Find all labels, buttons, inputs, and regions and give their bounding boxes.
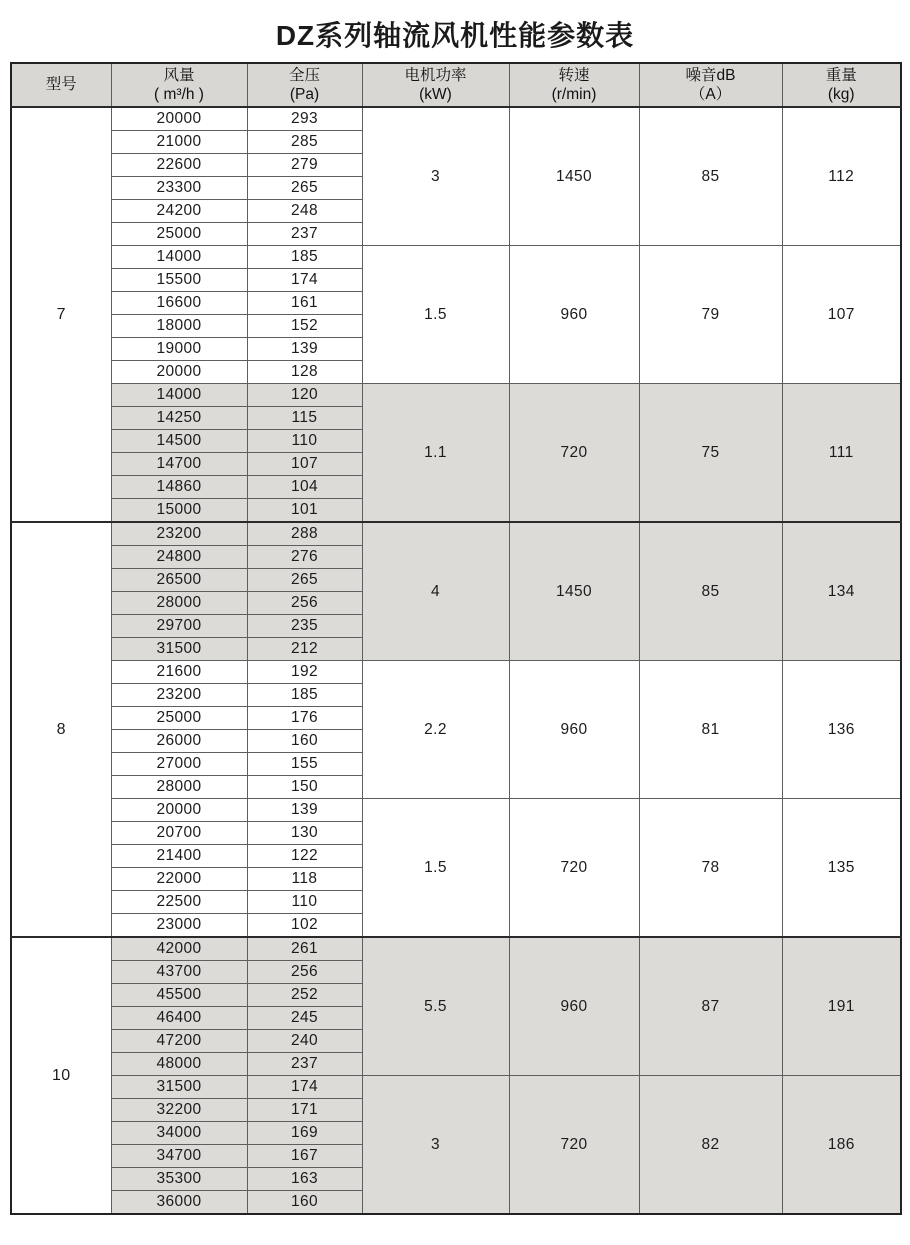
pressure-cell: 176 <box>247 707 362 730</box>
pressure-cell: 237 <box>247 1053 362 1076</box>
pressure-cell: 139 <box>247 338 362 361</box>
speed-cell: 1450 <box>509 107 639 246</box>
airflow-cell: 18000 <box>111 315 247 338</box>
airflow-cell: 20000 <box>111 799 247 822</box>
airflow-cell: 27000 <box>111 753 247 776</box>
table-body <box>11 107 901 1214</box>
airflow-cell: 21600 <box>111 661 247 684</box>
pressure-cell: 185 <box>247 246 362 269</box>
col-header-speed-unit: (r/min) <box>551 86 597 103</box>
pressure-cell: 185 <box>247 684 362 707</box>
noise-cell: 75 <box>639 384 782 523</box>
pressure-cell: 115 <box>247 407 362 430</box>
col-header-power-unit: (kW) <box>419 86 452 103</box>
noise-cell: 78 <box>639 799 782 938</box>
airflow-cell: 28000 <box>111 776 247 799</box>
weight-cell: 191 <box>782 937 901 1076</box>
airflow-cell: 48000 <box>111 1053 247 1076</box>
pressure-cell: 122 <box>247 845 362 868</box>
pressure-cell: 252 <box>247 984 362 1007</box>
pressure-cell: 240 <box>247 1030 362 1053</box>
model-cell: 7 <box>11 107 111 522</box>
airflow-cell: 22500 <box>111 891 247 914</box>
airflow-cell: 34000 <box>111 1122 247 1145</box>
airflow-cell: 26000 <box>111 730 247 753</box>
airflow-cell: 20700 <box>111 822 247 845</box>
pressure-cell: 163 <box>247 1168 362 1191</box>
pressure-cell: 101 <box>247 499 362 523</box>
col-header-airflow-unit: ( m³/h ) <box>154 86 204 103</box>
fan-spec-table <box>10 62 902 1215</box>
weight-cell: 186 <box>782 1076 901 1215</box>
airflow-cell: 24800 <box>111 546 247 569</box>
pressure-cell: 245 <box>247 1007 362 1030</box>
pressure-cell: 155 <box>247 753 362 776</box>
airflow-cell: 43700 <box>111 961 247 984</box>
pressure-cell: 171 <box>247 1099 362 1122</box>
speed-cell: 720 <box>509 1076 639 1215</box>
airflow-cell: 24200 <box>111 200 247 223</box>
model-cell: 8 <box>11 522 111 937</box>
col-header-model-label: 型号 <box>45 76 77 94</box>
table-row <box>11 799 901 822</box>
col-header-pressure-label: 全压 <box>288 66 320 84</box>
power-cell: 1.5 <box>362 799 509 938</box>
airflow-cell: 14000 <box>111 246 247 269</box>
pressure-cell: 237 <box>247 223 362 246</box>
airflow-cell: 46400 <box>111 1007 247 1030</box>
airflow-cell: 14500 <box>111 430 247 453</box>
header-row <box>11 63 901 107</box>
pressure-cell: 150 <box>247 776 362 799</box>
weight-cell: 134 <box>782 522 901 661</box>
airflow-cell: 16600 <box>111 292 247 315</box>
table-row <box>11 384 901 407</box>
airflow-cell: 23200 <box>111 684 247 707</box>
pressure-cell: 285 <box>247 131 362 154</box>
pressure-cell: 265 <box>247 177 362 200</box>
airflow-cell: 28000 <box>111 592 247 615</box>
airflow-cell: 31500 <box>111 638 247 661</box>
pressure-cell: 130 <box>247 822 362 845</box>
col-header-speed <box>509 63 639 107</box>
pressure-cell: 265 <box>247 569 362 592</box>
pressure-cell: 152 <box>247 315 362 338</box>
pressure-cell: 288 <box>247 522 362 546</box>
pressure-cell: 248 <box>247 200 362 223</box>
power-cell: 3 <box>362 107 509 246</box>
airflow-cell: 26500 <box>111 569 247 592</box>
airflow-cell: 15000 <box>111 499 247 523</box>
power-cell: 2.2 <box>362 661 509 799</box>
power-cell: 1.1 <box>362 384 509 523</box>
pressure-cell: 107 <box>247 453 362 476</box>
table-row <box>11 246 901 269</box>
noise-cell: 85 <box>639 107 782 246</box>
airflow-cell: 14860 <box>111 476 247 499</box>
airflow-cell: 23000 <box>111 914 247 938</box>
pressure-cell: 102 <box>247 914 362 938</box>
airflow-cell: 31500 <box>111 1076 247 1099</box>
weight-cell: 107 <box>782 246 901 384</box>
table-header <box>11 63 901 107</box>
power-cell: 3 <box>362 1076 509 1215</box>
airflow-cell: 22600 <box>111 154 247 177</box>
table-row <box>11 1076 901 1099</box>
pressure-cell: 169 <box>247 1122 362 1145</box>
speed-cell: 960 <box>509 661 639 799</box>
pressure-cell: 118 <box>247 868 362 891</box>
col-header-weight <box>782 63 901 107</box>
speed-cell: 960 <box>509 937 639 1076</box>
airflow-cell: 15500 <box>111 269 247 292</box>
col-header-weight-label: 重量 <box>825 66 857 84</box>
pressure-cell: 139 <box>247 799 362 822</box>
airflow-cell: 22000 <box>111 868 247 891</box>
airflow-cell: 20000 <box>111 361 247 384</box>
speed-cell: 720 <box>509 799 639 938</box>
pressure-cell: 235 <box>247 615 362 638</box>
table-row <box>11 937 901 961</box>
noise-cell: 85 <box>639 522 782 661</box>
airflow-cell: 29700 <box>111 615 247 638</box>
pressure-cell: 174 <box>247 1076 362 1099</box>
pressure-cell: 110 <box>247 430 362 453</box>
pressure-cell: 104 <box>247 476 362 499</box>
noise-cell: 82 <box>639 1076 782 1215</box>
col-header-airflow <box>111 63 247 107</box>
airflow-cell: 23300 <box>111 177 247 200</box>
col-header-noise-unit: （A） <box>689 86 732 103</box>
power-cell: 1.5 <box>362 246 509 384</box>
weight-cell: 135 <box>782 799 901 938</box>
col-header-power-label: 电机功率 <box>404 66 467 84</box>
airflow-cell: 21400 <box>111 845 247 868</box>
airflow-cell: 34700 <box>111 1145 247 1168</box>
speed-cell: 1450 <box>509 522 639 661</box>
noise-cell: 87 <box>639 937 782 1076</box>
weight-cell: 136 <box>782 661 901 799</box>
page-title: DZ系列轴流风机性能参数表 <box>275 20 635 51</box>
table-row <box>11 522 901 546</box>
speed-cell: 720 <box>509 384 639 523</box>
pressure-cell: 161 <box>247 292 362 315</box>
pressure-cell: 256 <box>247 961 362 984</box>
airflow-cell: 25000 <box>111 707 247 730</box>
pressure-cell: 192 <box>247 661 362 684</box>
airflow-cell: 23200 <box>111 522 247 546</box>
pressure-cell: 120 <box>247 384 362 407</box>
pressure-cell: 261 <box>247 937 362 961</box>
col-header-speed-label: 转速 <box>558 66 590 84</box>
noise-cell: 79 <box>639 246 782 384</box>
col-header-airflow-label: 风量 <box>163 66 195 84</box>
pressure-cell: 128 <box>247 361 362 384</box>
airflow-cell: 19000 <box>111 338 247 361</box>
weight-cell: 112 <box>782 107 901 246</box>
pressure-cell: 212 <box>247 638 362 661</box>
table-row <box>11 107 901 131</box>
speed-cell: 960 <box>509 246 639 384</box>
airflow-cell: 14700 <box>111 453 247 476</box>
pressure-cell: 174 <box>247 269 362 292</box>
airflow-cell: 32200 <box>111 1099 247 1122</box>
airflow-cell: 14250 <box>111 407 247 430</box>
col-header-pressure <box>247 63 362 107</box>
pressure-cell: 167 <box>247 1145 362 1168</box>
weight-cell: 111 <box>782 384 901 523</box>
airflow-cell: 25000 <box>111 223 247 246</box>
pressure-cell: 160 <box>247 730 362 753</box>
airflow-cell: 47200 <box>111 1030 247 1053</box>
airflow-cell: 36000 <box>111 1191 247 1215</box>
col-header-noise <box>639 63 782 107</box>
airflow-cell: 21000 <box>111 131 247 154</box>
pressure-cell: 279 <box>247 154 362 177</box>
pressure-cell: 256 <box>247 592 362 615</box>
pressure-cell: 293 <box>247 107 362 131</box>
pressure-cell: 160 <box>247 1191 362 1215</box>
airflow-cell: 35300 <box>111 1168 247 1191</box>
col-header-noise-label: 噪音dB <box>685 66 736 84</box>
col-header-model <box>11 63 111 107</box>
airflow-cell: 45500 <box>111 984 247 1007</box>
airflow-cell: 14000 <box>111 384 247 407</box>
col-header-weight-unit: (kg) <box>827 86 855 103</box>
airflow-cell: 20000 <box>111 107 247 131</box>
model-cell: 10 <box>11 937 111 1214</box>
power-cell: 4 <box>362 522 509 661</box>
col-header-pressure-unit: (Pa) <box>289 86 320 103</box>
noise-cell: 81 <box>639 661 782 799</box>
pressure-cell: 110 <box>247 891 362 914</box>
airflow-cell: 42000 <box>111 937 247 961</box>
table-row <box>11 661 901 684</box>
col-header-power <box>362 63 509 107</box>
power-cell: 5.5 <box>362 937 509 1076</box>
pressure-cell: 276 <box>247 546 362 569</box>
